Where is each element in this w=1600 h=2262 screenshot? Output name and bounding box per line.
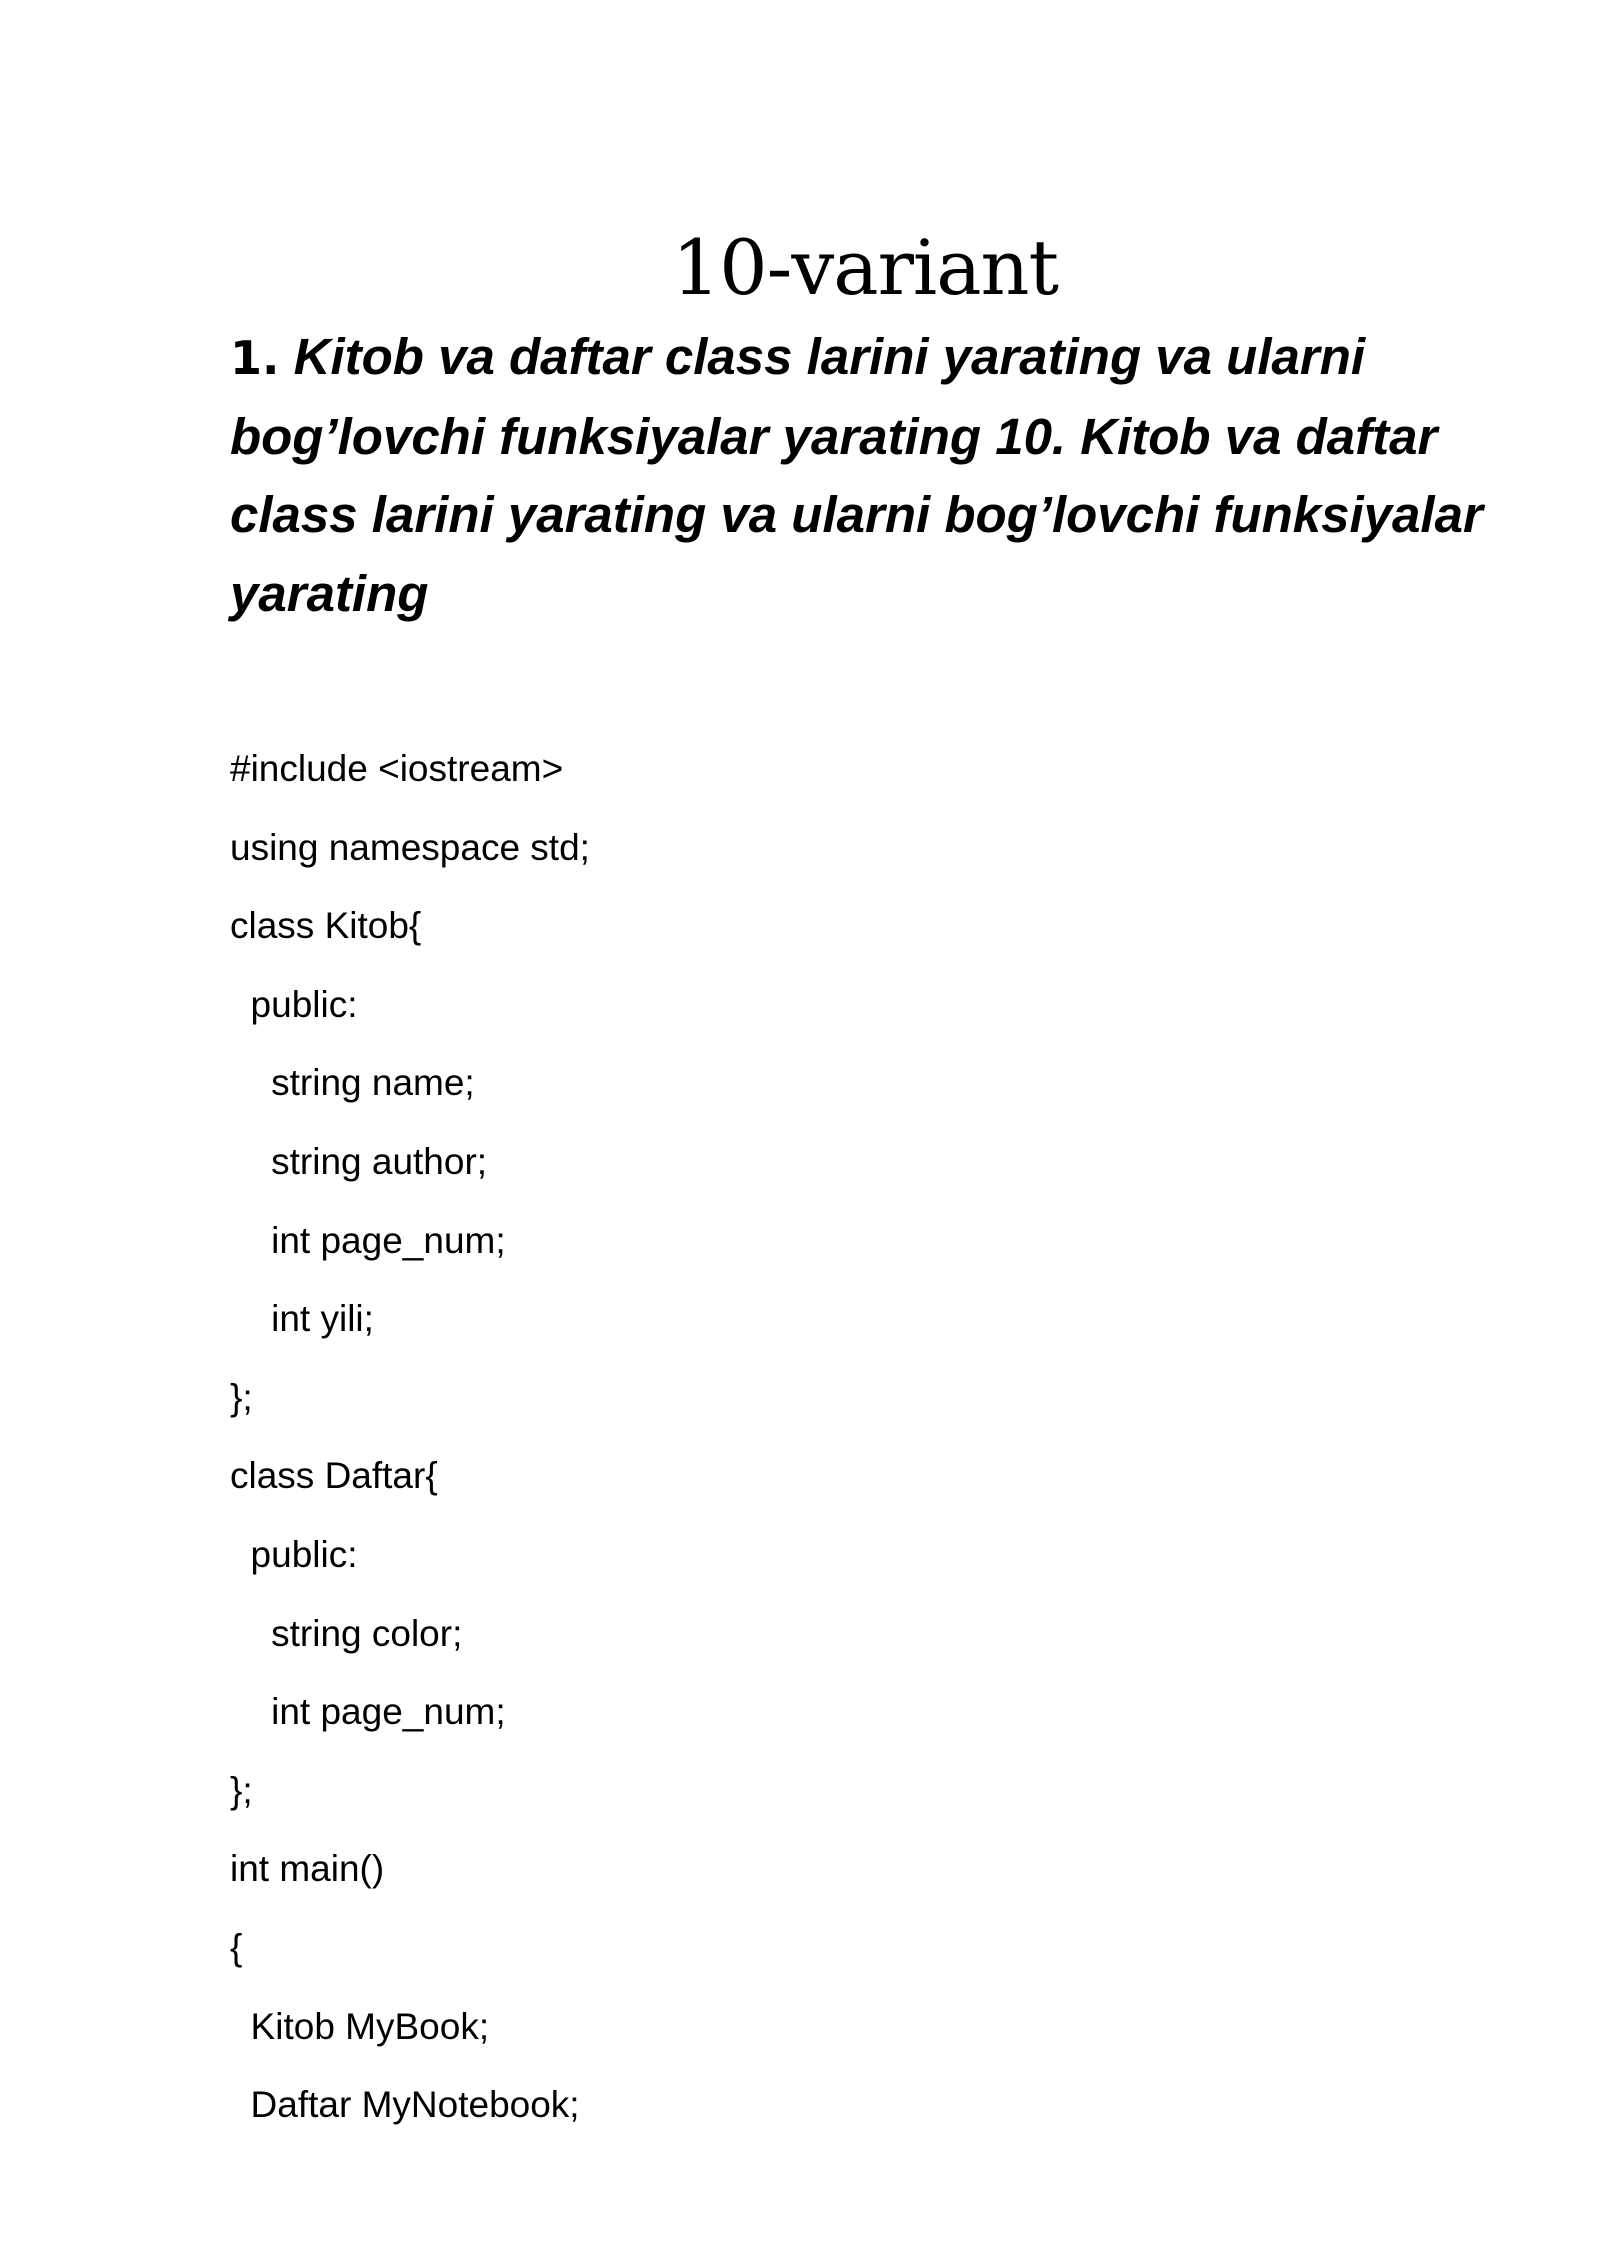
code-line: public: — [230, 983, 358, 1025]
code-line: Daftar MyNotebook; — [230, 2084, 580, 2126]
code-line: { — [230, 1926, 243, 1968]
code-line: Kitob MyBook; — [230, 2005, 490, 2047]
code-line: class Kitob{ — [230, 905, 422, 947]
code-line: string color; — [230, 1612, 463, 1654]
code-line: #include <iostream> — [230, 748, 564, 789]
code-line: int yili; — [230, 1298, 374, 1340]
task-statement — [230, 318, 1490, 633]
code-line: int page_num; — [230, 1219, 506, 1261]
code-line: }; — [230, 1769, 253, 1811]
code-line: string name; — [230, 1062, 475, 1104]
code-line: int main() — [230, 1848, 385, 1890]
code-listing — [230, 730, 590, 2145]
code-line: string author; — [230, 1140, 488, 1182]
code-line: public: — [230, 1533, 358, 1575]
task-text: Kitob va daftar class larini yarating va ularni bog’lovchi funksiyalar yarating 10. Kitob va daftar class larini yarating va ularni bog’lovchi funksiyalar yarating — [230, 328, 1483, 622]
code-line: }; — [230, 1376, 253, 1418]
code-line: class Daftar{ — [230, 1455, 438, 1497]
task-number: 1. — [230, 331, 280, 385]
document-title: 10-variant — [671, 223, 1059, 312]
code-line: int page_num; — [230, 1691, 506, 1733]
code-line: using namespace std; — [230, 826, 590, 868]
